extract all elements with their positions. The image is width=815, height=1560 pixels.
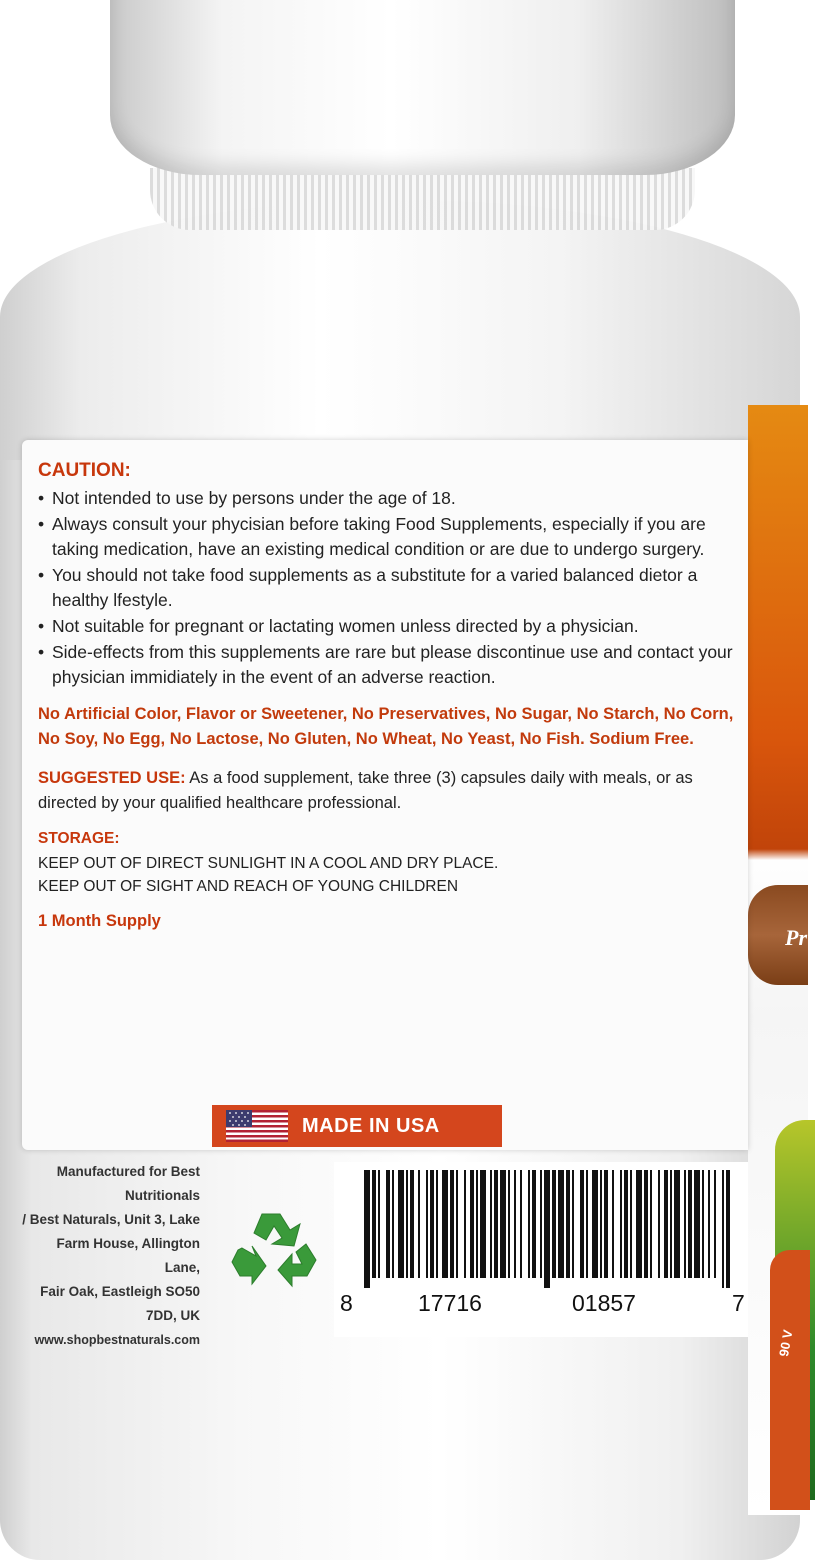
suggested-use-label: SUGGESTED USE: <box>38 769 186 787</box>
barcode-bar <box>508 1170 510 1278</box>
barcode-bar <box>558 1170 564 1278</box>
barcode-bar <box>494 1170 498 1278</box>
barcode-digit: 8 <box>340 1290 353 1316</box>
barcode-bar <box>636 1170 642 1278</box>
barcode-bar <box>592 1170 598 1278</box>
front-label-brown-text: Pr <box>785 925 807 950</box>
barcode-bar <box>480 1170 486 1278</box>
barcode-bar <box>490 1170 492 1278</box>
barcode-bar <box>398 1170 404 1278</box>
suggested-use <box>38 766 743 816</box>
barcode-bar <box>450 1170 454 1278</box>
barcode-bars <box>360 1170 740 1290</box>
caution-item: • Always consult your phycisian before taking Food Supplements, especially if you are taking medication, have an existing medical condition or are due to undergo surgery. <box>38 512 743 562</box>
barcode-bar <box>566 1170 570 1278</box>
caution-item: • Not suitable for pregnant or lactating women unless directed by a physician. <box>38 614 743 639</box>
barcode-bar <box>418 1170 420 1278</box>
storage-title: STORAGE: <box>38 830 120 847</box>
barcode-bar <box>604 1170 608 1278</box>
bottle-cap <box>110 0 735 175</box>
barcode-bar <box>708 1170 710 1278</box>
caution-title: CAUTION: <box>38 460 131 481</box>
manufacturer-info <box>18 1160 200 1352</box>
barcode-bar <box>514 1170 516 1278</box>
barcode-bar <box>572 1170 574 1278</box>
barcode-bar <box>688 1170 692 1278</box>
barcode-bar <box>544 1170 550 1288</box>
barcode-bar <box>386 1170 390 1278</box>
made-in-usa-text: MADE IN USA <box>302 1114 440 1137</box>
barcode-bar <box>378 1170 380 1278</box>
made-in-usa-badge <box>212 1105 502 1147</box>
barcode-bar <box>664 1170 668 1278</box>
barcode-bar <box>406 1170 408 1278</box>
barcode-bar <box>364 1170 370 1288</box>
barcode-bar <box>702 1170 704 1278</box>
front-label-red-tab <box>770 1250 810 1510</box>
barcode-bar <box>674 1170 680 1278</box>
barcode-bar <box>532 1170 536 1278</box>
barcode-digit: 7 <box>732 1290 745 1316</box>
barcode-bar <box>630 1170 632 1278</box>
barcode-bar <box>476 1170 478 1278</box>
barcode-bar <box>470 1170 474 1278</box>
barcode-bar <box>612 1170 614 1278</box>
barcode-bar <box>520 1170 522 1278</box>
barcode-bar <box>726 1170 730 1288</box>
barcode-digit: 17716 <box>418 1290 482 1316</box>
barcode-bar <box>644 1170 648 1278</box>
storage-line: KEEP OUT OF SIGHT AND REACH OF YOUNG CHILDREN <box>38 878 459 895</box>
barcode-bar <box>464 1170 466 1278</box>
barcode-bar <box>430 1170 434 1278</box>
manufacturer-line: / Best Naturals, Unit 3, Lake <box>22 1212 200 1227</box>
manufacturer-line: Farm House, Allington Lane, <box>56 1236 200 1275</box>
barcode-bar <box>684 1170 686 1278</box>
recycle-icon <box>222 1200 332 1300</box>
barcode-bar <box>456 1170 458 1278</box>
barcode-bar <box>528 1170 530 1278</box>
barcode-bar <box>392 1170 394 1278</box>
barcode-bar <box>500 1170 506 1278</box>
barcode-bar <box>620 1170 622 1278</box>
manufacturer-line: Manufactured for Best <box>56 1164 200 1179</box>
barcode-bar <box>714 1170 716 1278</box>
bottle-cap-ridges <box>150 168 695 230</box>
bottle-shoulder <box>0 200 800 460</box>
suggested-use-text: As a food supplement, take three (3) capsules daily with meals, or as directed by your qualified healthcare professional. <box>38 769 693 812</box>
barcode-bar <box>650 1170 652 1278</box>
manufacturer-line: 7DD, UK <box>145 1308 200 1323</box>
barcode-digit: 01857 <box>572 1290 636 1316</box>
barcode-bar <box>600 1170 602 1278</box>
manufacturer-line: Nutritionals <box>124 1188 200 1203</box>
barcode-bar <box>624 1170 628 1278</box>
barcode-bar <box>410 1170 414 1278</box>
barcode-bar <box>426 1170 428 1278</box>
barcode-bar <box>670 1170 672 1278</box>
barcode-bar <box>722 1170 724 1288</box>
barcode-bar <box>586 1170 588 1278</box>
label-text <box>38 460 743 931</box>
supply-text: 1 Month Supply <box>38 912 161 930</box>
storage-line: KEEP OUT OF DIRECT SUNLIGHT IN A COOL AND DRY PLACE. <box>38 855 499 872</box>
front-label-count-text: 90 V <box>776 1328 796 1358</box>
barcode-bar <box>580 1170 584 1278</box>
barcode-bar <box>540 1170 542 1278</box>
barcode-bar <box>436 1170 438 1278</box>
caution-item: • You should not take food supplements as a substitute for a varied balanced dietor a healthy lfestyle. <box>38 563 743 613</box>
barcode-bar <box>372 1170 376 1278</box>
barcode-bar <box>694 1170 700 1278</box>
us-flag-icon <box>226 1110 288 1142</box>
caution-item: • Not intended to use by persons under the age of 18. <box>38 486 743 511</box>
manufacturer-url: www.shopbestnaturals.com <box>34 1333 200 1347</box>
barcode-bar <box>442 1170 448 1278</box>
caution-list <box>38 486 743 690</box>
caution-item: • Side-effects from this supplements are rare but please discontinue use and contact your physician immidiately in the event of an adverse reaction. <box>38 640 743 690</box>
barcode-bar <box>658 1170 660 1278</box>
barcode-bar <box>552 1170 556 1278</box>
manufacturer-line: Fair Oak, Eastleigh SO50 <box>40 1284 200 1299</box>
free-from-statement: No Artificial Color, Flavor or Sweetener, No Preservatives, No Sugar, No Starch, No Corn, No Soy, No Egg, No Lactose, No Gluten, No Wheat, No Yeast, No Fish. Sodium Free. <box>38 705 734 748</box>
